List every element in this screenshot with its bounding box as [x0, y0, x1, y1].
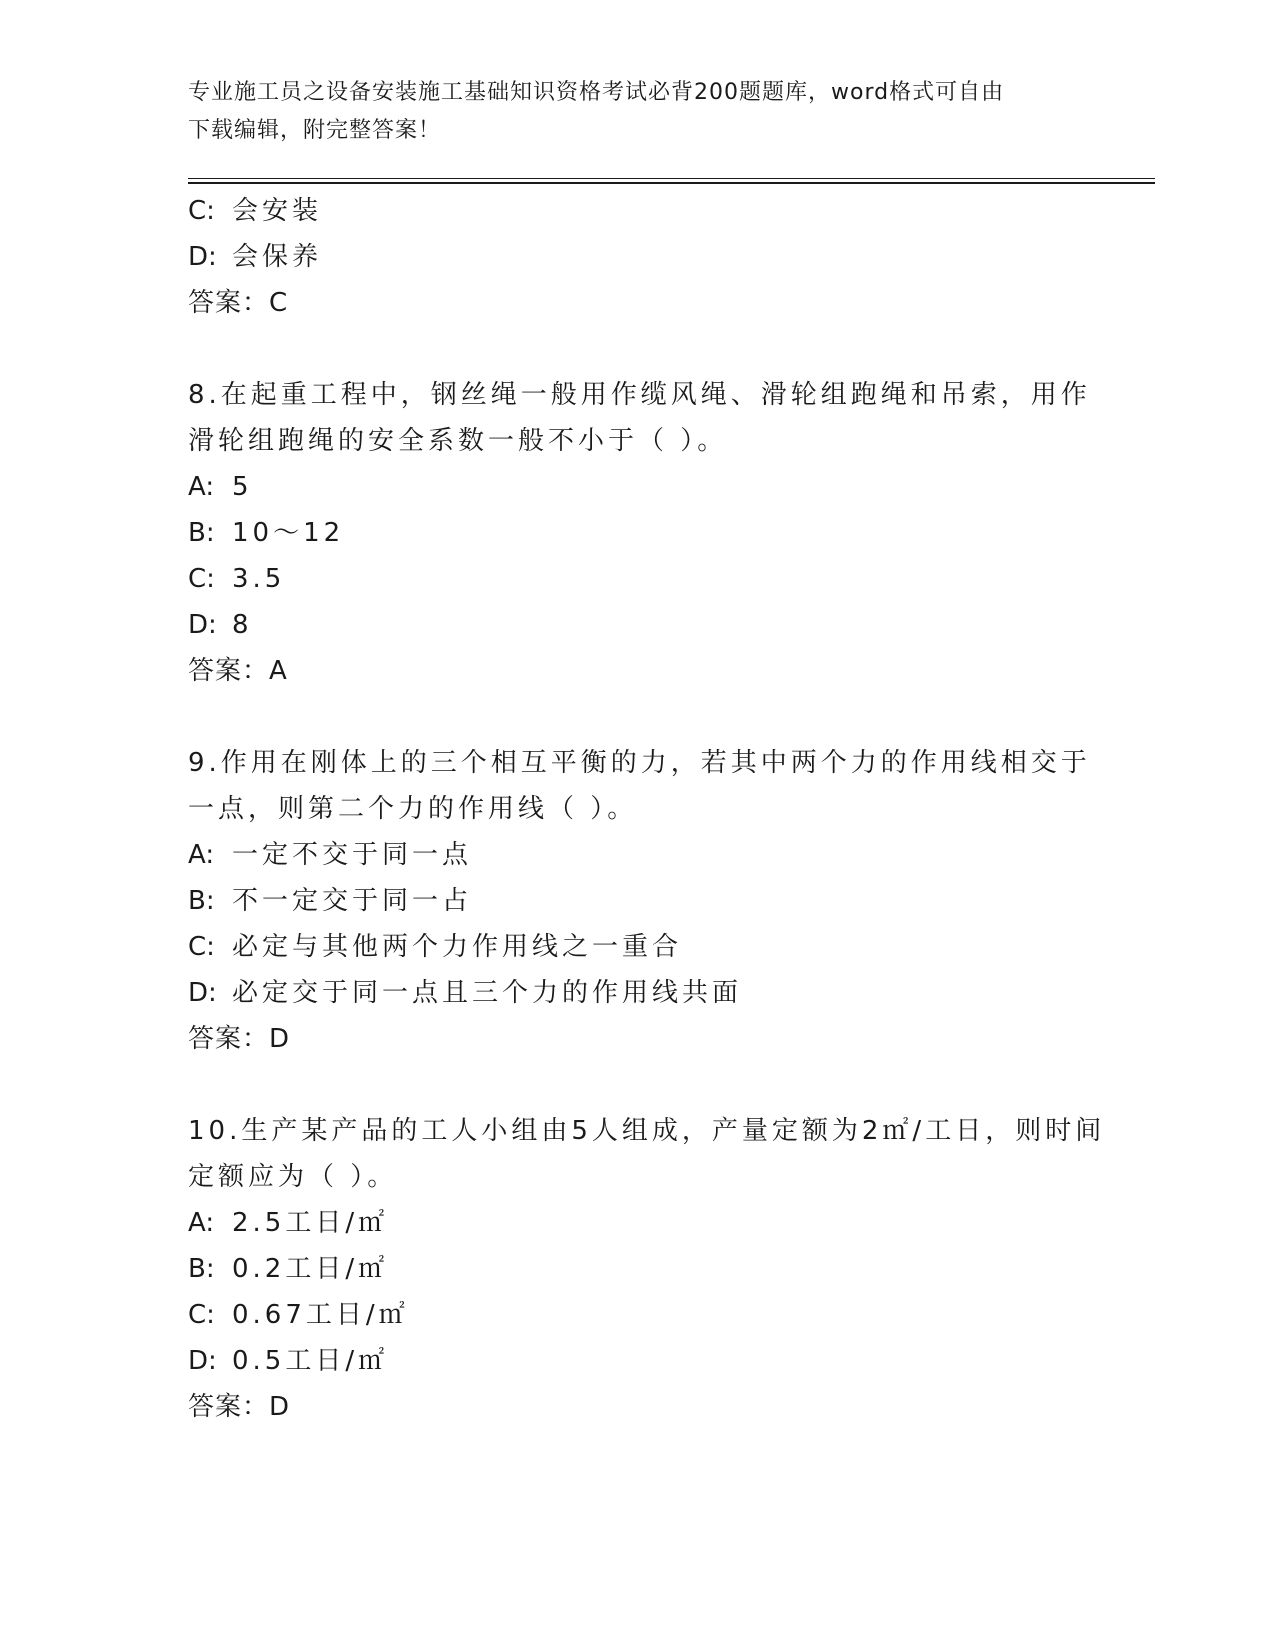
option-label: B:	[188, 1254, 215, 1284]
header-divider-thick	[188, 182, 1155, 184]
option-d	[188, 970, 1088, 1016]
question-text-line: 8.在起重工程中，钢丝绳一般用作缆风绳、滑轮组跑绳和吊索，用作	[188, 380, 1091, 410]
question-9	[188, 740, 1091, 1062]
option-text: 0.67工日/㎡	[232, 1300, 409, 1330]
option-text: 不一定交于同一占	[232, 886, 473, 916]
question-text-line: 10.生产某产品的工人小组由5人组成，产量定额为2㎡/工日，则时间	[188, 1116, 1106, 1146]
question-text-line: 滑轮组跑绳的安全系数一般不小于（ ）。	[188, 426, 728, 456]
answer-line: 答案：D	[188, 1024, 291, 1054]
option-label: C:	[188, 196, 215, 226]
option-text: 会保养	[232, 242, 323, 272]
option-text: 0.2工日/㎡	[232, 1254, 389, 1284]
option-text: 0.5工日/㎡	[232, 1346, 389, 1376]
option-text: 3.5	[232, 564, 286, 594]
spacer	[188, 326, 1088, 372]
question-text-line: 9.作用在刚体上的三个相互平衡的力，若其中两个力的作用线相交于	[188, 748, 1091, 778]
option-c	[188, 924, 1088, 970]
option-text: 必定与其他两个力作用线之一重合	[232, 932, 683, 962]
option-text: 会安装	[232, 196, 323, 226]
option-label: D:	[188, 610, 217, 640]
option-d	[188, 602, 1088, 648]
answer-line: 答案：D	[188, 1392, 291, 1422]
spacer	[188, 1062, 1088, 1108]
option-label: B:	[188, 518, 215, 548]
option-d	[188, 1338, 1088, 1384]
option-label: D:	[188, 978, 217, 1008]
option-a	[188, 1200, 1088, 1246]
option-c	[188, 188, 1088, 234]
option-c	[188, 1292, 1088, 1338]
option-label: D:	[188, 1346, 217, 1376]
answer-line: 答案：C	[188, 288, 289, 318]
question-list	[188, 188, 1106, 1430]
header-divider-thin	[188, 178, 1155, 179]
option-text: 8	[232, 610, 253, 640]
document-header	[188, 74, 1088, 150]
option-label: A:	[188, 472, 215, 502]
option-text: 2.5工日/㎡	[232, 1208, 389, 1238]
answer-line: 答案：A	[188, 656, 288, 686]
option-b	[188, 1246, 1088, 1292]
option-b	[188, 510, 1088, 556]
option-d	[188, 234, 1088, 280]
option-label: A:	[188, 840, 215, 870]
option-label: C:	[188, 564, 215, 594]
option-c	[188, 556, 1088, 602]
spacer	[188, 694, 1088, 740]
header-line-1: 专业施工员之设备安装施工基础知识资格考试必背200题题库，word格式可自由	[188, 80, 1005, 105]
option-a	[188, 832, 1088, 878]
option-label: A:	[188, 1208, 215, 1238]
option-label: C:	[188, 1300, 215, 1330]
question-text-line: 定额应为（ ）。	[188, 1162, 398, 1192]
question-10	[188, 1108, 1106, 1430]
option-label: B:	[188, 886, 215, 916]
option-text: 5	[232, 472, 253, 502]
option-b	[188, 878, 1088, 924]
option-a	[188, 464, 1088, 510]
question-text-line: 一点，则第二个力的作用线（ ）。	[188, 794, 638, 824]
option-text: 一定不交于同一点	[232, 840, 473, 870]
header-line-2: 下载编辑，附完整答案！	[188, 118, 442, 143]
option-text: 必定交于同一点且三个力的作用线共面	[232, 978, 743, 1008]
previous-question-tail	[188, 188, 1088, 326]
option-label: D:	[188, 242, 217, 272]
option-text: 10～12	[232, 518, 345, 548]
question-8	[188, 372, 1091, 694]
option-label: C:	[188, 932, 215, 962]
